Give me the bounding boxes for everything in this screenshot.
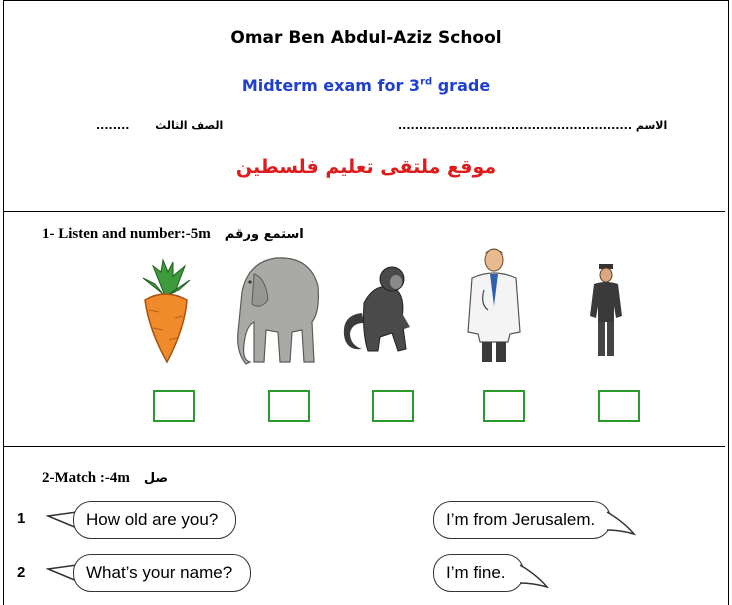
match-right-2[interactable]: I’m fine. [433, 554, 524, 592]
bubble-tail [606, 508, 636, 536]
name-field [398, 119, 667, 132]
divider-top [3, 211, 725, 212]
divider-middle [3, 446, 725, 447]
monkey-picture [340, 263, 414, 357]
match-left-1[interactable]: How old are you? [73, 501, 236, 539]
number-box-monkey[interactable] [372, 390, 414, 422]
class-dots: ........ [96, 119, 130, 132]
class-label: الصف الثالث [155, 119, 224, 132]
name-dots: ........................................................ [398, 119, 633, 132]
number-box-carrot[interactable] [153, 390, 195, 422]
school-name: Omar Ben Abdul-Aziz School [230, 28, 502, 48]
question2-title: 2-Match :-4m صل [42, 470, 169, 486]
name-label: الاسم [635, 119, 668, 132]
match-left-2[interactable]: What’s your name? [73, 554, 251, 592]
match-right-1[interactable]: I’m from Jerusalem. [433, 501, 611, 539]
number-box-police[interactable] [598, 390, 640, 422]
number-box-elephant[interactable] [268, 390, 310, 422]
number-box-doctor[interactable] [483, 390, 525, 422]
row-number: 1 [17, 510, 26, 527]
carrot-picture [135, 258, 195, 366]
police-officer-picture [586, 262, 626, 360]
row-number: 2 [17, 564, 26, 581]
exam-title: Midterm exam for 3rd grade [241, 76, 491, 95]
doctor-picture [462, 246, 524, 368]
bubble-tail [519, 561, 549, 589]
class-field [96, 119, 223, 132]
elephant-picture [232, 252, 322, 368]
question1-title: 1- Listen and number:-5m استمع ورقم [42, 226, 304, 242]
site-title: موقع ملتقى تعليم فلسطين [235, 156, 497, 178]
